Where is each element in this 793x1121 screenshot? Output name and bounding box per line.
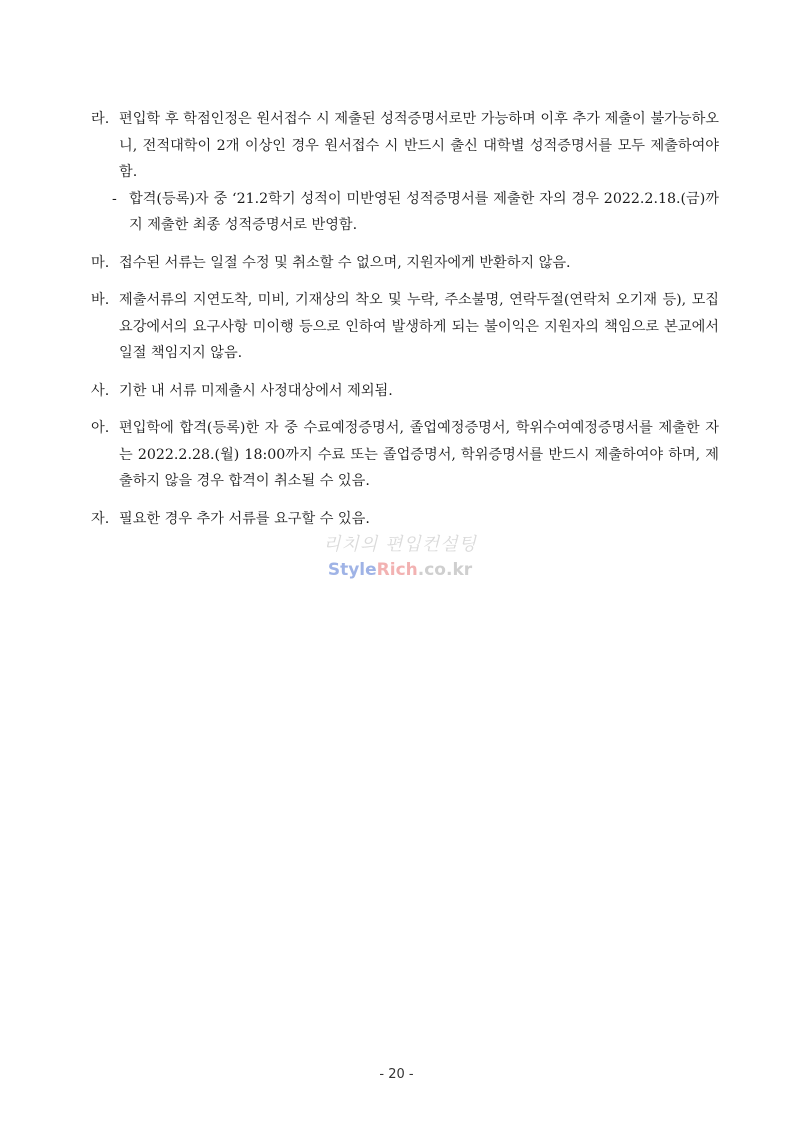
watermark-rich: Rich [376,560,418,580]
list-item [91,415,719,495]
item-marker: 바. [91,292,110,308]
list-item [91,378,719,405]
item-text: 기한 내 서류 미제출시 사정대상에서 제외됨. [119,382,393,399]
item-text: 편입학에 합격(등록)한 자 중 수료예정증명서, 졸업예정증명서, 학위수여예정증명서를 제출한 자는 2022.2.28.(월) 18:00까지 수료 또는 졸업증명서, 학위증명서를 반드시 제출하여야 하며, 제출하지 않을 경우 합격이 취소될 수 있음. [119,420,719,489]
sub-item-text: 합격(등록)자 중 ‘21.2학기 성적이 미반영된 성적증명서를 제출한 자의 경우 2022.2.18.(금)까지 제출한 최종 성적증명서로 반영함. [129,190,719,233]
list-item [91,250,719,277]
item-marker: 자. [91,510,110,527]
sub-item-dash: - [112,190,117,207]
item-marker: 마. [91,254,110,271]
sub-item [112,186,719,239]
list-item [91,506,719,533]
item-text: 필요한 경우 추가 서류를 요구할 수 있음. [119,510,370,527]
item-text: 제출서류의 지연도착, 미비, 기재상의 착오 및 누락, 주소불명, 연락두절(연락처 오기재 등), 모집요강에서의 요구사항 미이행 등으로 인하여 발생하게 되는 불이익은 지원자의 책임으로 본교에서 일절 책임지지 않음. [119,292,719,361]
watermark-style: Style [327,560,377,580]
watermark-text-korean: 리치의 편입컨설팅 [323,534,477,555]
item-text: 접수된 서류는 일절 수정 및 취소할 수 없으며, 지원자에게 반환하지 않음. [119,254,571,271]
item-marker: 라. [91,111,110,127]
watermark [320,532,480,582]
watermark-url [320,558,480,582]
document-body [91,106,719,532]
page-number: - 20 - [379,1067,414,1082]
watermark-domain: .co.kr [417,560,473,580]
item-marker: 사. [91,382,110,399]
item-marker: 아. [91,420,110,436]
item-text: 편입학 후 학점인정은 원서접수 시 제출된 성적증명서로만 가능하며 이후 추가 제출이 불가능하오니, 전적대학이 2개 이상인 경우 원서접수 시 반드시 출신 대학별 성적증명서를 모두 제출하여야 함. [119,111,719,180]
list-item [91,287,719,367]
list-item [91,106,719,186]
